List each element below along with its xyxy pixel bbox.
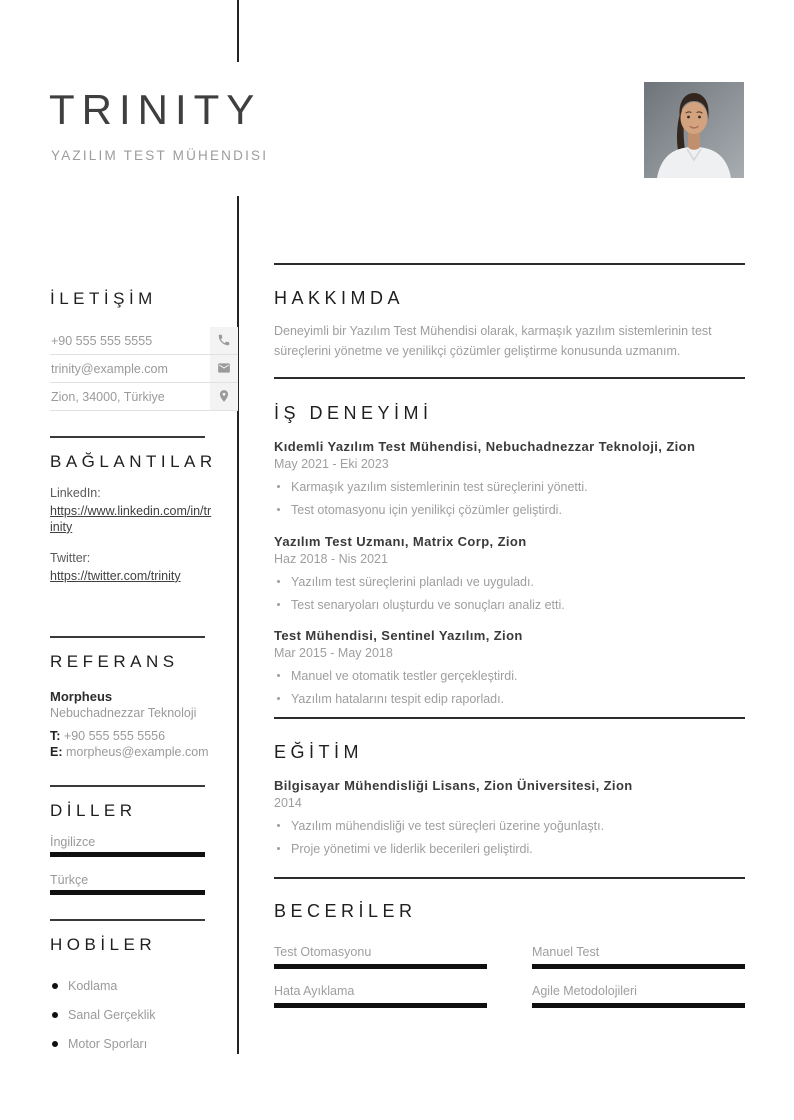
hobby-item (50, 1008, 238, 1022)
job-title: Test Mühendisi, Sentinel Yazılım, Zion (274, 628, 523, 643)
skill-name: Agile Metodolojileri (532, 984, 637, 998)
skills-grid (274, 945, 745, 1008)
skill-level-bar (532, 1003, 745, 1008)
reference-email-line (50, 745, 238, 759)
bullet-dot-icon (277, 847, 280, 850)
job-dates: May 2021 - Eki 2023 (274, 457, 389, 471)
hobby-label: Sanal Gerçeklik (68, 1007, 156, 1022)
section-divider (274, 877, 745, 879)
contact-email-text: trinity@example.com (51, 361, 168, 376)
job-bullet-text: Karmaşık yazılım sistemlerinin test süreçlerini yönetti. (291, 480, 588, 494)
bullet-dot-icon (277, 697, 280, 700)
contact-phone-text: +90 555 555 5555 (51, 333, 153, 348)
contact-row-phone (50, 327, 238, 355)
profile-photo-illustration (644, 82, 744, 178)
contact-section (50, 287, 238, 411)
skills-heading: BECERİLER (274, 901, 417, 921)
job-bullet (274, 574, 745, 590)
bullet-dot-icon (52, 1041, 58, 1047)
reference-section (50, 636, 238, 759)
education-bullets (274, 818, 745, 858)
language-name: İngilizce (50, 834, 96, 849)
section-divider (274, 263, 745, 265)
job-bullets (274, 479, 745, 519)
reference-email-value: morpheus@example.com (65, 744, 209, 759)
skill-item (532, 945, 745, 969)
job-entry (274, 628, 745, 708)
hobby-item (50, 1037, 238, 1051)
education-heading: EĞİTİM (274, 742, 363, 762)
bullet-dot-icon (277, 485, 280, 488)
section-divider (274, 717, 745, 719)
experience-section (274, 403, 745, 715)
job-bullet-text: Yazılım test süreçlerini planladı ve uyguladı. (291, 574, 534, 589)
reference-email-label: E: (50, 744, 63, 759)
links-heading: BAĞLANTILAR (50, 452, 217, 471)
hobby-label: Motor Sporları (68, 1036, 148, 1051)
job-bullet (274, 502, 745, 518)
language-level-bar (50, 890, 205, 895)
candidate-job-title: YAZILIM TEST MÜHENDISI (51, 148, 269, 163)
reference-phone-value: +90 555 555 5556 (63, 728, 166, 743)
job-dates: Haz 2018 - Nis 2021 (274, 551, 388, 566)
hobbies-heading: HOBİLER (50, 935, 157, 954)
education-dates: 2014 (274, 796, 302, 810)
hobby-label: Kodlama (68, 978, 118, 993)
contact-row-email (50, 355, 238, 383)
bullet-dot-icon (277, 674, 280, 677)
hobbies-section (50, 919, 238, 1066)
job-bullet (274, 691, 745, 707)
job-bullet-text: Manuel ve otomatik testler gerçekleştirdi. (291, 669, 518, 683)
about-text: Deneyimli bir Yazılım Test Mühendisi olarak, karmaşık yazılım sistemlerinin test süreçlerini yönetme ve yenilikçi çözümler geliştirme konusunda uzmanım. (274, 324, 712, 358)
job-bullets (274, 574, 745, 614)
bullet-dot-icon (277, 824, 280, 827)
vertical-divider-top (237, 0, 239, 62)
job-bullet (274, 668, 745, 684)
education-entry (274, 778, 745, 858)
reference-phone-line (50, 729, 238, 743)
section-divider (274, 377, 745, 379)
job-bullet-text: Test senaryoları oluşturdu ve sonuçları analiz etti. (291, 597, 565, 612)
link-label-twitter: Twitter: (50, 550, 91, 565)
job-title: Kıdemli Yazılım Test Mühendisi, Nebuchadnezzar Teknoloji, Zion (274, 439, 696, 454)
mail-icon (210, 355, 238, 382)
skills-section (274, 901, 745, 1008)
section-divider (50, 436, 205, 438)
education-title: Bilgisayar Mühendisliği Lisans, Zion Üniversitesi, Zion (274, 778, 633, 793)
contact-location-text: Zion, 34000, Türkiye (51, 389, 165, 404)
experience-heading: İŞ DENEYİMİ (274, 403, 433, 423)
link-label-linkedin: LinkedIn: (50, 485, 101, 500)
education-bullet (274, 841, 745, 857)
education-bullet-text: Proje yönetimi ve liderlik becerileri geliştirdi. (291, 842, 533, 857)
language-level-bar (50, 852, 205, 857)
section-divider (50, 785, 205, 787)
contact-rows (50, 327, 238, 411)
bullet-dot-icon (52, 983, 58, 989)
skill-name: Manuel Test (532, 945, 600, 959)
languages-heading: DİLLER (50, 801, 137, 820)
skill-level-bar (532, 964, 745, 969)
location-icon (210, 383, 238, 410)
job-bullets (274, 668, 745, 708)
job-entry (274, 534, 745, 614)
job-bullet (274, 479, 745, 495)
education-section (274, 742, 745, 865)
phone-icon (210, 327, 238, 354)
job-entry (274, 439, 745, 519)
reference-name: Morpheus (50, 688, 113, 704)
bullet-dot-icon (277, 508, 280, 511)
job-bullet (274, 597, 745, 613)
bullet-dot-icon (52, 1012, 58, 1018)
job-dates: Mar 2015 - May 2018 (274, 646, 393, 660)
job-bullet-text: Test otomasyonu için yenilikçi çözümler geliştirdi. (291, 503, 562, 518)
skill-item (274, 945, 487, 969)
section-divider (50, 636, 205, 638)
reference-heading: REFERANS (50, 652, 179, 671)
skill-level-bar (274, 964, 487, 969)
skill-item (274, 984, 487, 1008)
contact-row-location (50, 383, 238, 411)
job-bullet-text: Yazılım hatalarını tespit edip raporladı. (291, 692, 505, 707)
section-divider (50, 919, 205, 921)
skill-name: Hata Ayıklama (274, 984, 355, 998)
education-bullet (274, 818, 745, 834)
link-url-twitter[interactable]: https://twitter.com/trinity (50, 568, 181, 583)
profile-photo (644, 82, 744, 178)
candidate-name: TRINITY (49, 86, 262, 133)
hobbies-list (50, 979, 238, 1051)
reference-company: Nebuchadnezzar Teknoloji (50, 705, 197, 720)
skill-level-bar (274, 1003, 487, 1008)
about-heading: HAKKIMDA (274, 288, 405, 308)
job-title: Yazılım Test Uzmanı, Matrix Corp, Zion (274, 533, 527, 549)
language-name: Türkçe (50, 872, 89, 887)
languages-section (50, 785, 238, 895)
skill-item (532, 984, 745, 1008)
contact-heading: İLETİŞİM (50, 289, 157, 308)
links-section (50, 436, 238, 585)
reference-phone-label: T: (50, 728, 61, 743)
bullet-dot-icon (277, 603, 280, 606)
skill-name: Test Otomasyonu (274, 945, 372, 959)
hobby-item (50, 979, 238, 993)
about-section (274, 288, 745, 374)
link-url-linkedin[interactable]: https://www.linkedin.com/in/trinity (50, 503, 212, 534)
education-bullet-text: Yazılım mühendisliği ve test süreçleri üzerine yoğunlaştı. (291, 819, 605, 833)
bullet-dot-icon (277, 580, 280, 583)
